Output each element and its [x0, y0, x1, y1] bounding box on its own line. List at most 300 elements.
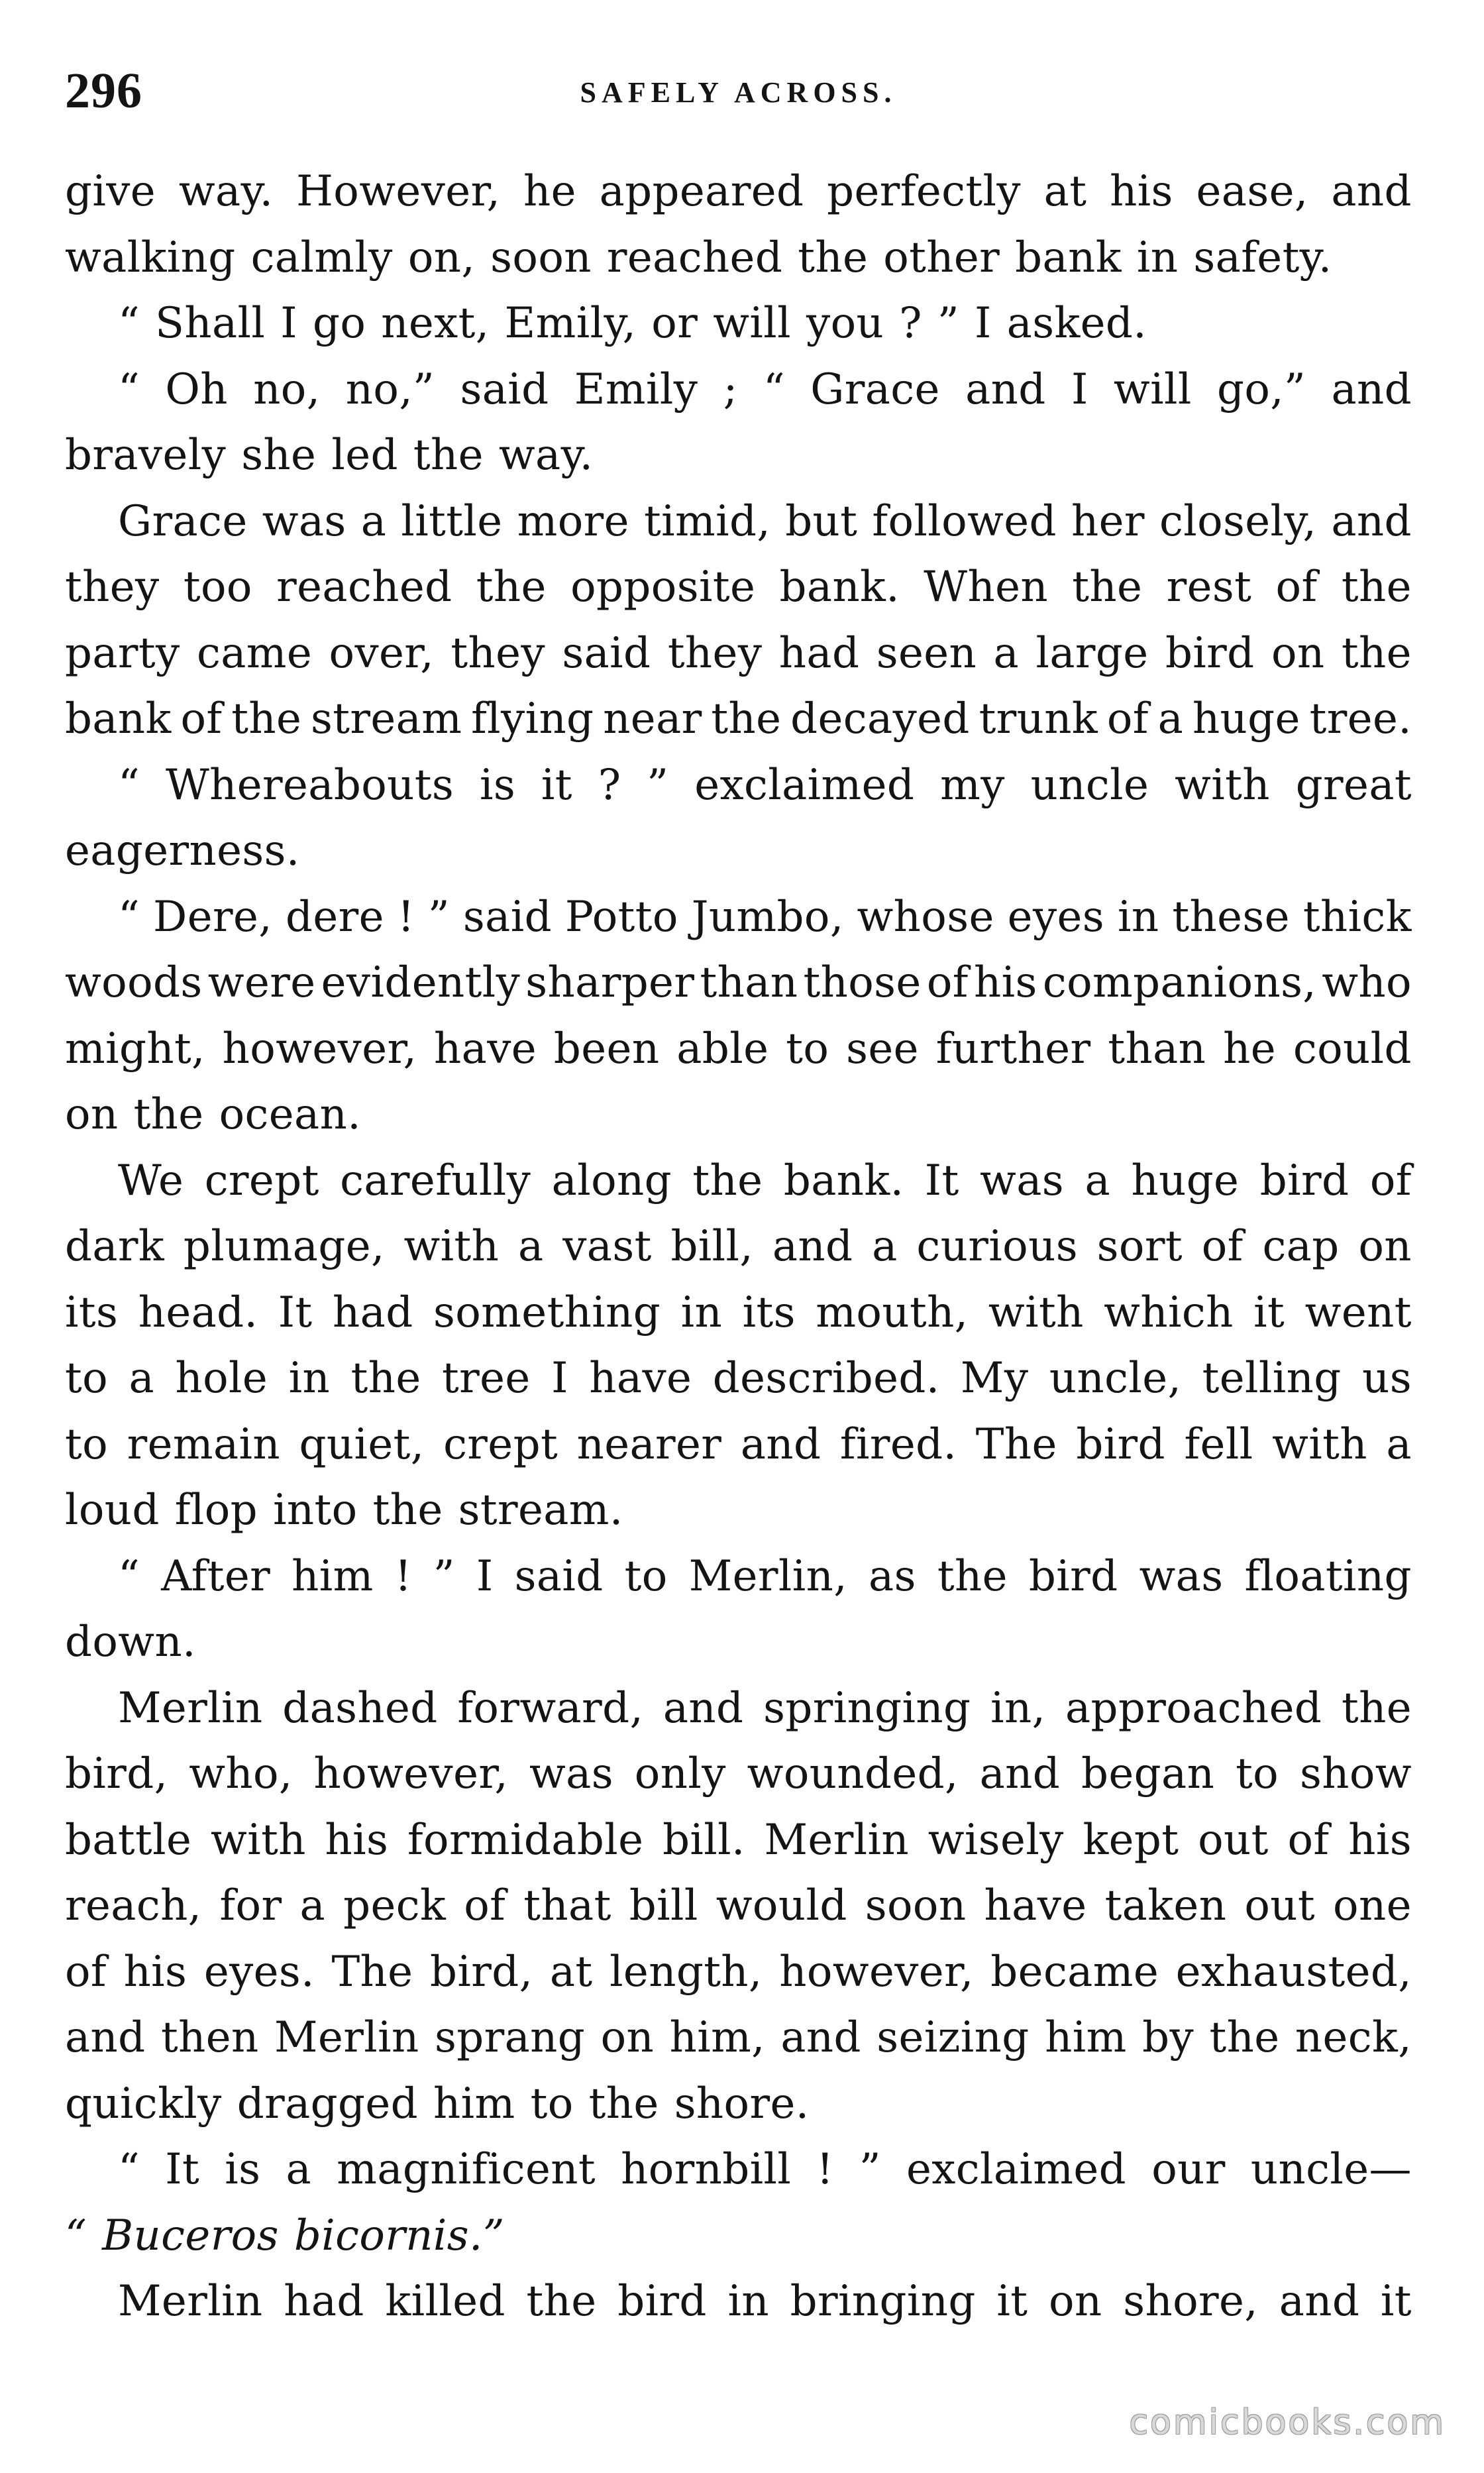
- word: and: [979, 1749, 1061, 1798]
- word: but: [785, 496, 858, 546]
- text-line: [65, 1676, 1412, 1742]
- text-line: [65, 753, 1412, 819]
- word: she: [241, 431, 317, 480]
- word: was: [529, 1749, 613, 1798]
- word: he: [523, 167, 576, 216]
- text-line: [65, 885, 1412, 951]
- word: a: [286, 2145, 312, 2194]
- word: little: [401, 496, 503, 546]
- word: further: [935, 1024, 1091, 1073]
- word: able: [676, 1024, 769, 1073]
- word: The: [331, 1947, 413, 1997]
- word: however,: [313, 1749, 509, 1798]
- word: followed: [872, 496, 1057, 546]
- word: fired.: [839, 1419, 957, 1469]
- word: wisely: [928, 1815, 1064, 1865]
- word: they: [450, 628, 545, 678]
- word: sharper: [525, 958, 695, 1007]
- word: for: [219, 1881, 282, 1930]
- word: bank: [1015, 233, 1122, 282]
- word: said: [562, 628, 651, 678]
- word: on: [1271, 628, 1325, 678]
- word: appeared: [599, 167, 804, 216]
- word: no,: [253, 364, 321, 414]
- word: had: [333, 1288, 413, 1337]
- word: perfectly: [827, 167, 1021, 216]
- word: and: [1331, 167, 1412, 216]
- text-line: [65, 1280, 1412, 1346]
- word: show: [1299, 1749, 1412, 1798]
- word: at: [1043, 167, 1087, 216]
- word: bank.: [779, 563, 900, 612]
- word: to: [530, 2079, 574, 2128]
- word: It: [165, 2145, 200, 2194]
- word: the: [1341, 563, 1412, 612]
- word: bird: [1028, 1551, 1118, 1601]
- word: Whereabouts: [165, 760, 454, 810]
- word: crept: [204, 1156, 319, 1205]
- running-head: SAFELY ACROSS.: [580, 76, 897, 109]
- word: ?: [899, 299, 922, 348]
- word: of: [464, 1881, 506, 1930]
- word: his: [973, 958, 1037, 1007]
- word: ”: [433, 1551, 455, 1601]
- word: the: [372, 1486, 443, 1535]
- word: could: [1293, 1024, 1412, 1073]
- word: it: [1380, 2277, 1412, 2326]
- word: was: [262, 496, 346, 546]
- word: a: [1157, 694, 1184, 743]
- word: it: [996, 2277, 1028, 2326]
- word: the: [476, 563, 547, 612]
- word: near: [603, 694, 702, 743]
- word: Grace: [118, 496, 248, 546]
- word: began: [1081, 1749, 1215, 1798]
- word: its: [65, 1288, 119, 1337]
- word: than: [1108, 1024, 1206, 1073]
- word: to: [624, 1551, 668, 1601]
- word: go: [312, 299, 366, 348]
- word: reached: [276, 563, 452, 612]
- word: mouth,: [816, 1288, 969, 1337]
- word: flying: [471, 694, 594, 743]
- word: with: [211, 1815, 306, 1865]
- word: “: [118, 364, 140, 414]
- word: our: [1151, 2145, 1226, 2194]
- word: reached: [606, 233, 783, 282]
- word: “: [118, 1551, 140, 1601]
- word: with: [403, 1222, 500, 1271]
- word: seen: [876, 628, 977, 678]
- word: !: [394, 1551, 412, 1601]
- word: trunk: [979, 694, 1098, 743]
- word: of: [1201, 1222, 1244, 1271]
- page-number: 296: [65, 63, 142, 119]
- word: something: [433, 1288, 661, 1337]
- word: eyes: [1007, 892, 1105, 942]
- word: ?: [598, 760, 621, 810]
- word: “: [118, 2145, 140, 2194]
- word: they: [667, 628, 763, 678]
- text-line: [65, 950, 1412, 1017]
- word: opposite: [570, 563, 756, 612]
- word: taken: [1104, 1881, 1227, 1930]
- word: who: [1322, 958, 1412, 1007]
- word: a: [129, 1354, 155, 1403]
- word: he: [1223, 1024, 1276, 1073]
- word: I: [551, 1354, 568, 1403]
- word: the: [413, 431, 484, 480]
- word: in: [288, 1354, 331, 1403]
- word: I: [280, 299, 297, 348]
- word: go,”: [1216, 364, 1306, 414]
- word: might,: [65, 1024, 205, 1073]
- word: to: [786, 1024, 829, 1073]
- word: a: [872, 1222, 898, 1271]
- word: his: [1348, 1815, 1412, 1865]
- word: out: [1198, 1815, 1269, 1865]
- text-line: [65, 1082, 1412, 1148]
- text-line: [65, 2137, 1412, 2203]
- word: ;: [723, 364, 738, 414]
- text-line: [65, 1478, 1412, 1544]
- word: the: [350, 1354, 421, 1403]
- word: uncle,: [1049, 1354, 1182, 1403]
- word: however,: [779, 1947, 974, 1997]
- word: to: [1236, 1749, 1279, 1798]
- word: evidently: [321, 958, 521, 1007]
- word: bill.: [662, 1815, 745, 1865]
- word: safety.: [1193, 233, 1332, 282]
- word: the: [133, 1090, 204, 1139]
- word: ”: [937, 299, 959, 348]
- word: and: [740, 1419, 822, 1469]
- word: and: [780, 2013, 861, 2062]
- word: its: [742, 1288, 796, 1337]
- text-line: [65, 423, 1412, 489]
- word: a: [360, 496, 387, 546]
- word: have: [434, 1024, 537, 1073]
- word: were: [207, 958, 316, 1007]
- word: to: [65, 1419, 109, 1469]
- word: uncle: [1030, 760, 1149, 810]
- text-line: [65, 1610, 1412, 1676]
- word: way.: [498, 431, 594, 480]
- word: is: [225, 2145, 261, 2194]
- text-line: [65, 1412, 1412, 1478]
- word: him: [433, 2079, 515, 2128]
- text-line: [65, 1017, 1412, 1083]
- word: a: [1085, 1156, 1111, 1205]
- word: described.: [712, 1354, 940, 1403]
- word: bird,: [429, 1947, 533, 1997]
- text-line: [65, 1346, 1412, 1412]
- word: ”: [647, 760, 669, 810]
- word: then: [160, 2013, 259, 2062]
- text-line: [65, 1873, 1412, 1940]
- word: hornbill: [621, 2145, 792, 2194]
- word: in: [727, 2277, 769, 2326]
- word: cap: [1262, 1222, 1340, 1271]
- word: battle: [65, 1815, 192, 1865]
- word: of: [1287, 1815, 1330, 1865]
- text-line: [65, 1808, 1412, 1874]
- word: sprang: [435, 2013, 586, 2062]
- word: whose: [857, 892, 994, 942]
- text-line: [65, 2203, 1412, 2270]
- text-line: [65, 1544, 1412, 1610]
- word: soon: [490, 233, 592, 282]
- word: tree.: [1309, 694, 1412, 743]
- word: ”: [427, 892, 450, 942]
- word: it: [541, 760, 572, 810]
- word: a: [993, 628, 1020, 678]
- word: huge: [1192, 694, 1300, 743]
- word: crept: [443, 1419, 558, 1469]
- word: in: [1136, 233, 1179, 282]
- word: !: [816, 2145, 834, 2194]
- word: with: [988, 1288, 1084, 1337]
- word: rest: [1166, 563, 1252, 612]
- word: The: [975, 1419, 1057, 1469]
- word: curious: [916, 1222, 1078, 1271]
- text-line: [65, 1940, 1412, 2006]
- word: that: [523, 1881, 611, 1930]
- word: “: [65, 2211, 87, 2260]
- word: Buceros: [102, 2211, 279, 2260]
- word: will: [1113, 364, 1192, 414]
- word: him: [1045, 2013, 1127, 2062]
- word: I: [1071, 364, 1088, 414]
- word: those: [803, 958, 922, 1007]
- word: timid,: [644, 496, 771, 546]
- word: huge: [1131, 1156, 1240, 1205]
- word: calmly: [250, 233, 393, 282]
- word: bird: [1259, 1156, 1350, 1205]
- word: one: [1333, 1881, 1412, 1930]
- word: in: [680, 1288, 723, 1337]
- word: reach,: [65, 1881, 202, 1930]
- word: bank: [65, 694, 172, 743]
- word: forward,: [457, 1683, 644, 1733]
- word: no,”: [345, 364, 435, 414]
- word: exclaimed: [694, 760, 915, 810]
- word: flop: [174, 1486, 258, 1535]
- word: on: [600, 2013, 655, 2062]
- word: of: [1275, 563, 1318, 612]
- word: After: [161, 1551, 271, 1601]
- word: It: [924, 1156, 959, 1205]
- word: and: [1331, 364, 1412, 414]
- word: wounded,: [747, 1749, 959, 1798]
- word: more: [517, 496, 629, 546]
- word: eyes.: [203, 1947, 315, 1997]
- text-line: [65, 489, 1412, 555]
- word: party: [65, 628, 180, 678]
- word: quickly: [65, 2079, 222, 2128]
- word: the: [692, 1156, 763, 1205]
- word: my: [940, 760, 1005, 810]
- word: We: [118, 1156, 184, 1205]
- word: was: [1139, 1551, 1224, 1601]
- word: vast: [562, 1222, 652, 1271]
- word: and: [1331, 496, 1412, 546]
- word: of: [65, 1947, 107, 1997]
- word: next,: [381, 299, 490, 348]
- body-text: [65, 159, 1412, 2335]
- word: the: [798, 233, 869, 282]
- word: great: [1295, 760, 1412, 810]
- word: Merlin: [764, 1815, 910, 1865]
- word: Emily: [574, 364, 698, 414]
- word: the: [588, 2079, 659, 2128]
- word: I: [476, 1551, 494, 1601]
- word: have: [589, 1354, 692, 1403]
- word: had: [778, 628, 860, 678]
- word: however,: [222, 1024, 417, 1073]
- text-line: [65, 555, 1412, 621]
- word: on: [1049, 2277, 1102, 2326]
- word: walking: [65, 233, 236, 282]
- word: bill: [629, 1881, 698, 1930]
- word: a: [299, 1881, 326, 1930]
- word: as: [869, 1551, 916, 1601]
- word: Grace: [810, 364, 940, 414]
- word: only: [634, 1749, 726, 1798]
- word: soon: [865, 1881, 967, 1930]
- word: Merlin: [274, 2013, 419, 2062]
- word: hole: [175, 1354, 268, 1403]
- word: along: [551, 1156, 672, 1205]
- word: stream: [311, 694, 462, 743]
- word: will: [713, 299, 792, 348]
- word: the: [1341, 1683, 1412, 1733]
- word: out: [1244, 1881, 1316, 1930]
- word: was: [980, 1156, 1065, 1205]
- word: bringing: [790, 2277, 976, 2326]
- word: and: [65, 2013, 146, 2062]
- word: with: [1272, 1419, 1367, 1469]
- word: became: [990, 1947, 1159, 1997]
- word: magnificent: [337, 2145, 596, 2194]
- text-line: [65, 621, 1412, 687]
- word: way.: [178, 167, 274, 216]
- word: said: [514, 1551, 604, 1601]
- word: with: [1175, 760, 1270, 810]
- word: Dere,: [153, 892, 273, 942]
- word: his: [123, 1947, 187, 1997]
- word: closely,: [1159, 496, 1317, 546]
- word: shore.: [674, 2079, 810, 2128]
- word: bravely: [65, 431, 227, 480]
- word: dragged: [237, 2079, 419, 2128]
- text-line: [65, 818, 1412, 885]
- word: us: [1362, 1354, 1412, 1403]
- word: bird: [1165, 628, 1255, 678]
- text-line: [65, 687, 1412, 753]
- word: stream.: [458, 1486, 623, 1535]
- word: My: [960, 1354, 1029, 1403]
- word: dere: [285, 892, 384, 942]
- word: exhausted,: [1175, 1947, 1412, 1997]
- word: which: [1104, 1288, 1234, 1337]
- word: shore,: [1123, 2277, 1259, 2326]
- word: companions,: [1042, 958, 1317, 1007]
- word: However,: [296, 167, 501, 216]
- word: large: [1035, 628, 1149, 678]
- word: quiet,: [299, 1419, 425, 1469]
- word: him: [292, 1551, 374, 1601]
- word: tree: [442, 1354, 531, 1403]
- word: the: [526, 2277, 597, 2326]
- word: floating: [1244, 1551, 1412, 1601]
- word: you: [806, 299, 884, 348]
- word: it: [1253, 1288, 1285, 1337]
- text-line: [65, 2071, 1412, 2138]
- word: the: [1072, 563, 1143, 612]
- word: the: [1209, 2013, 1280, 2062]
- word: “: [118, 299, 140, 348]
- text-line: [65, 2005, 1412, 2071]
- word: ”: [859, 2145, 881, 2194]
- text-line: [65, 1148, 1412, 1215]
- text-line: [65, 1741, 1412, 1808]
- word: seizing: [876, 2013, 1030, 2062]
- word: a: [1386, 1419, 1412, 1469]
- text-line: [65, 225, 1412, 292]
- word: telling: [1202, 1354, 1342, 1403]
- page-header: [65, 61, 1412, 121]
- word: bird: [1076, 1419, 1165, 1469]
- word: It: [278, 1288, 313, 1337]
- word: the: [937, 1551, 1008, 1601]
- word: see: [846, 1024, 919, 1073]
- word: would: [716, 1881, 847, 1930]
- word: went: [1304, 1288, 1412, 1337]
- word: give: [65, 167, 156, 216]
- word: the: [1341, 628, 1412, 678]
- word: his: [325, 1815, 389, 1865]
- word: !: [397, 892, 415, 942]
- word: his: [1110, 167, 1173, 216]
- word: bird: [617, 2277, 707, 2326]
- book-page: [65, 0, 1412, 2473]
- word: and: [772, 1222, 853, 1271]
- word: led: [331, 431, 398, 480]
- word: they: [65, 563, 160, 612]
- word: of: [926, 958, 969, 1007]
- word: plumage,: [183, 1222, 385, 1271]
- word: springing: [763, 1683, 971, 1733]
- word: bank.: [783, 1156, 904, 1205]
- word: kept: [1083, 1815, 1179, 1865]
- word: over,: [329, 628, 435, 678]
- word: sort: [1096, 1222, 1183, 1271]
- word: nearer: [576, 1419, 722, 1469]
- watermark: comicbooks.com: [1129, 2403, 1446, 2443]
- word: Emily,: [504, 299, 637, 348]
- word: “: [763, 364, 785, 414]
- word: is: [479, 760, 516, 810]
- word: dark: [65, 1222, 165, 1271]
- word: a: [517, 1222, 544, 1271]
- word: came: [196, 628, 313, 678]
- word: him,: [669, 2013, 765, 2062]
- word: bird,: [65, 1749, 168, 1798]
- word: too: [183, 563, 252, 612]
- word: of: [1369, 1156, 1412, 1205]
- text-line: [65, 357, 1412, 423]
